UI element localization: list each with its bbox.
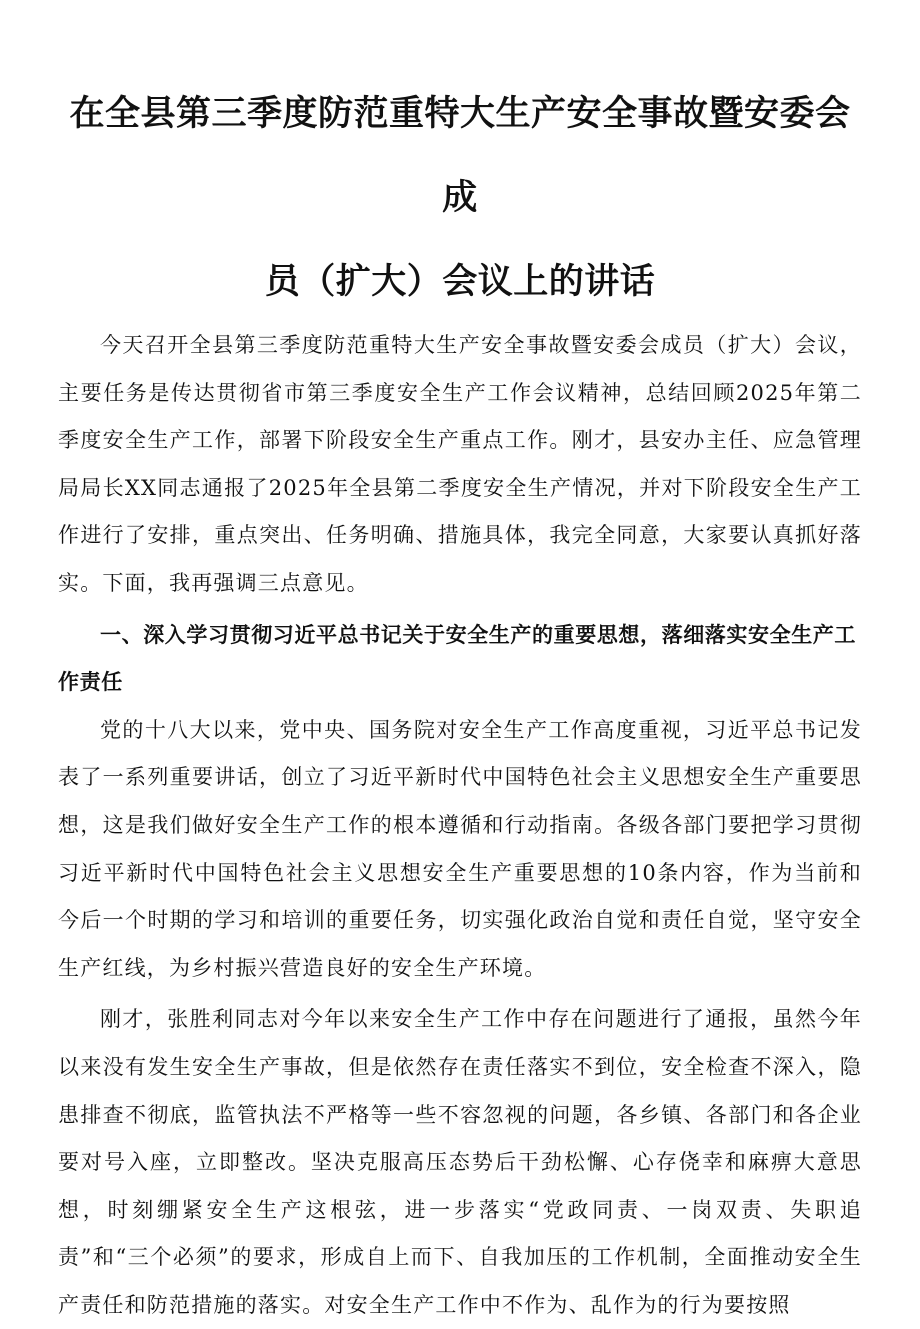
section-heading-1: 一、深入学习贯彻习近平总书记关于安全生产的重要思想，落细落实安全生产工作责任 [58, 622, 856, 695]
body-paragraph-1: 党的十八大以来，党中央、国务院对安全生产工作高度重视，习近平总书记发表了一系列重要讲话，创立了习近平新时代中国特色社会主义思想安全生产重要思想，这是我们做好安全生产工作的根本遵循和行动指南。各级各部门要把学习贯彻习近平新时代中国特色社会主义思想安全生产重要思想的10条内容，作为当前和今后一个时期的学习和培训的重要任务，切实强化政治自觉和责任自觉，坚守安全生产红线，为乡村振兴营造良好的安全生产环境。 [58, 717, 862, 980]
body-paragraph-2: 刚才，张胜利同志对今年以来安全生产工作中存在问题进行了通报，虽然今年以来没有发生安全生产事故，但是依然存在责任落实不到位，安全检查不深入，隐患排查不彻底，监管执法不严格等一些不容忽视的问题，各乡镇、各部门和各企业要对号入座，立即整改。坚决克服高压态势后干劲松懈、心存侥幸和麻痹大意思想，时刻绷紧安全生产这根弦，进一步落实“党政同责、一岗双责、失职追责”和“三个必须”的要求，形成自上而下、自我加压的工作机制，全面推动安全生产责任和防范措施的落实。对安全生产工作中不作为、乱作为的行为要按照 [58, 1007, 862, 1317]
title-line-1: 在全县第三季度防范重特大生产安全事故暨安委会成 [69, 94, 851, 218]
intro-paragraph: 今天召开全县第三季度防范重特大生产安全事故暨安委会成员（扩大）会议，主要任务是传达贯彻省市第三季度安全生产工作会议精神，总结回顾2025年第二季度安全生产工作，部署下阶段安全生产重点工作。刚才，县安办主任、应急管理局局长XX同志通报了2025年全县第二季度安全生产情况，并对下阶段安全生产工作进行了安排，重点突出、任务明确、措施具体，我完全同意，大家要认真抓好落实。下面，我再强调三点意见。 [58, 333, 862, 595]
document-title [58, 72, 862, 324]
title-line-2: 员（扩大）会议上的讲话 [264, 262, 656, 302]
